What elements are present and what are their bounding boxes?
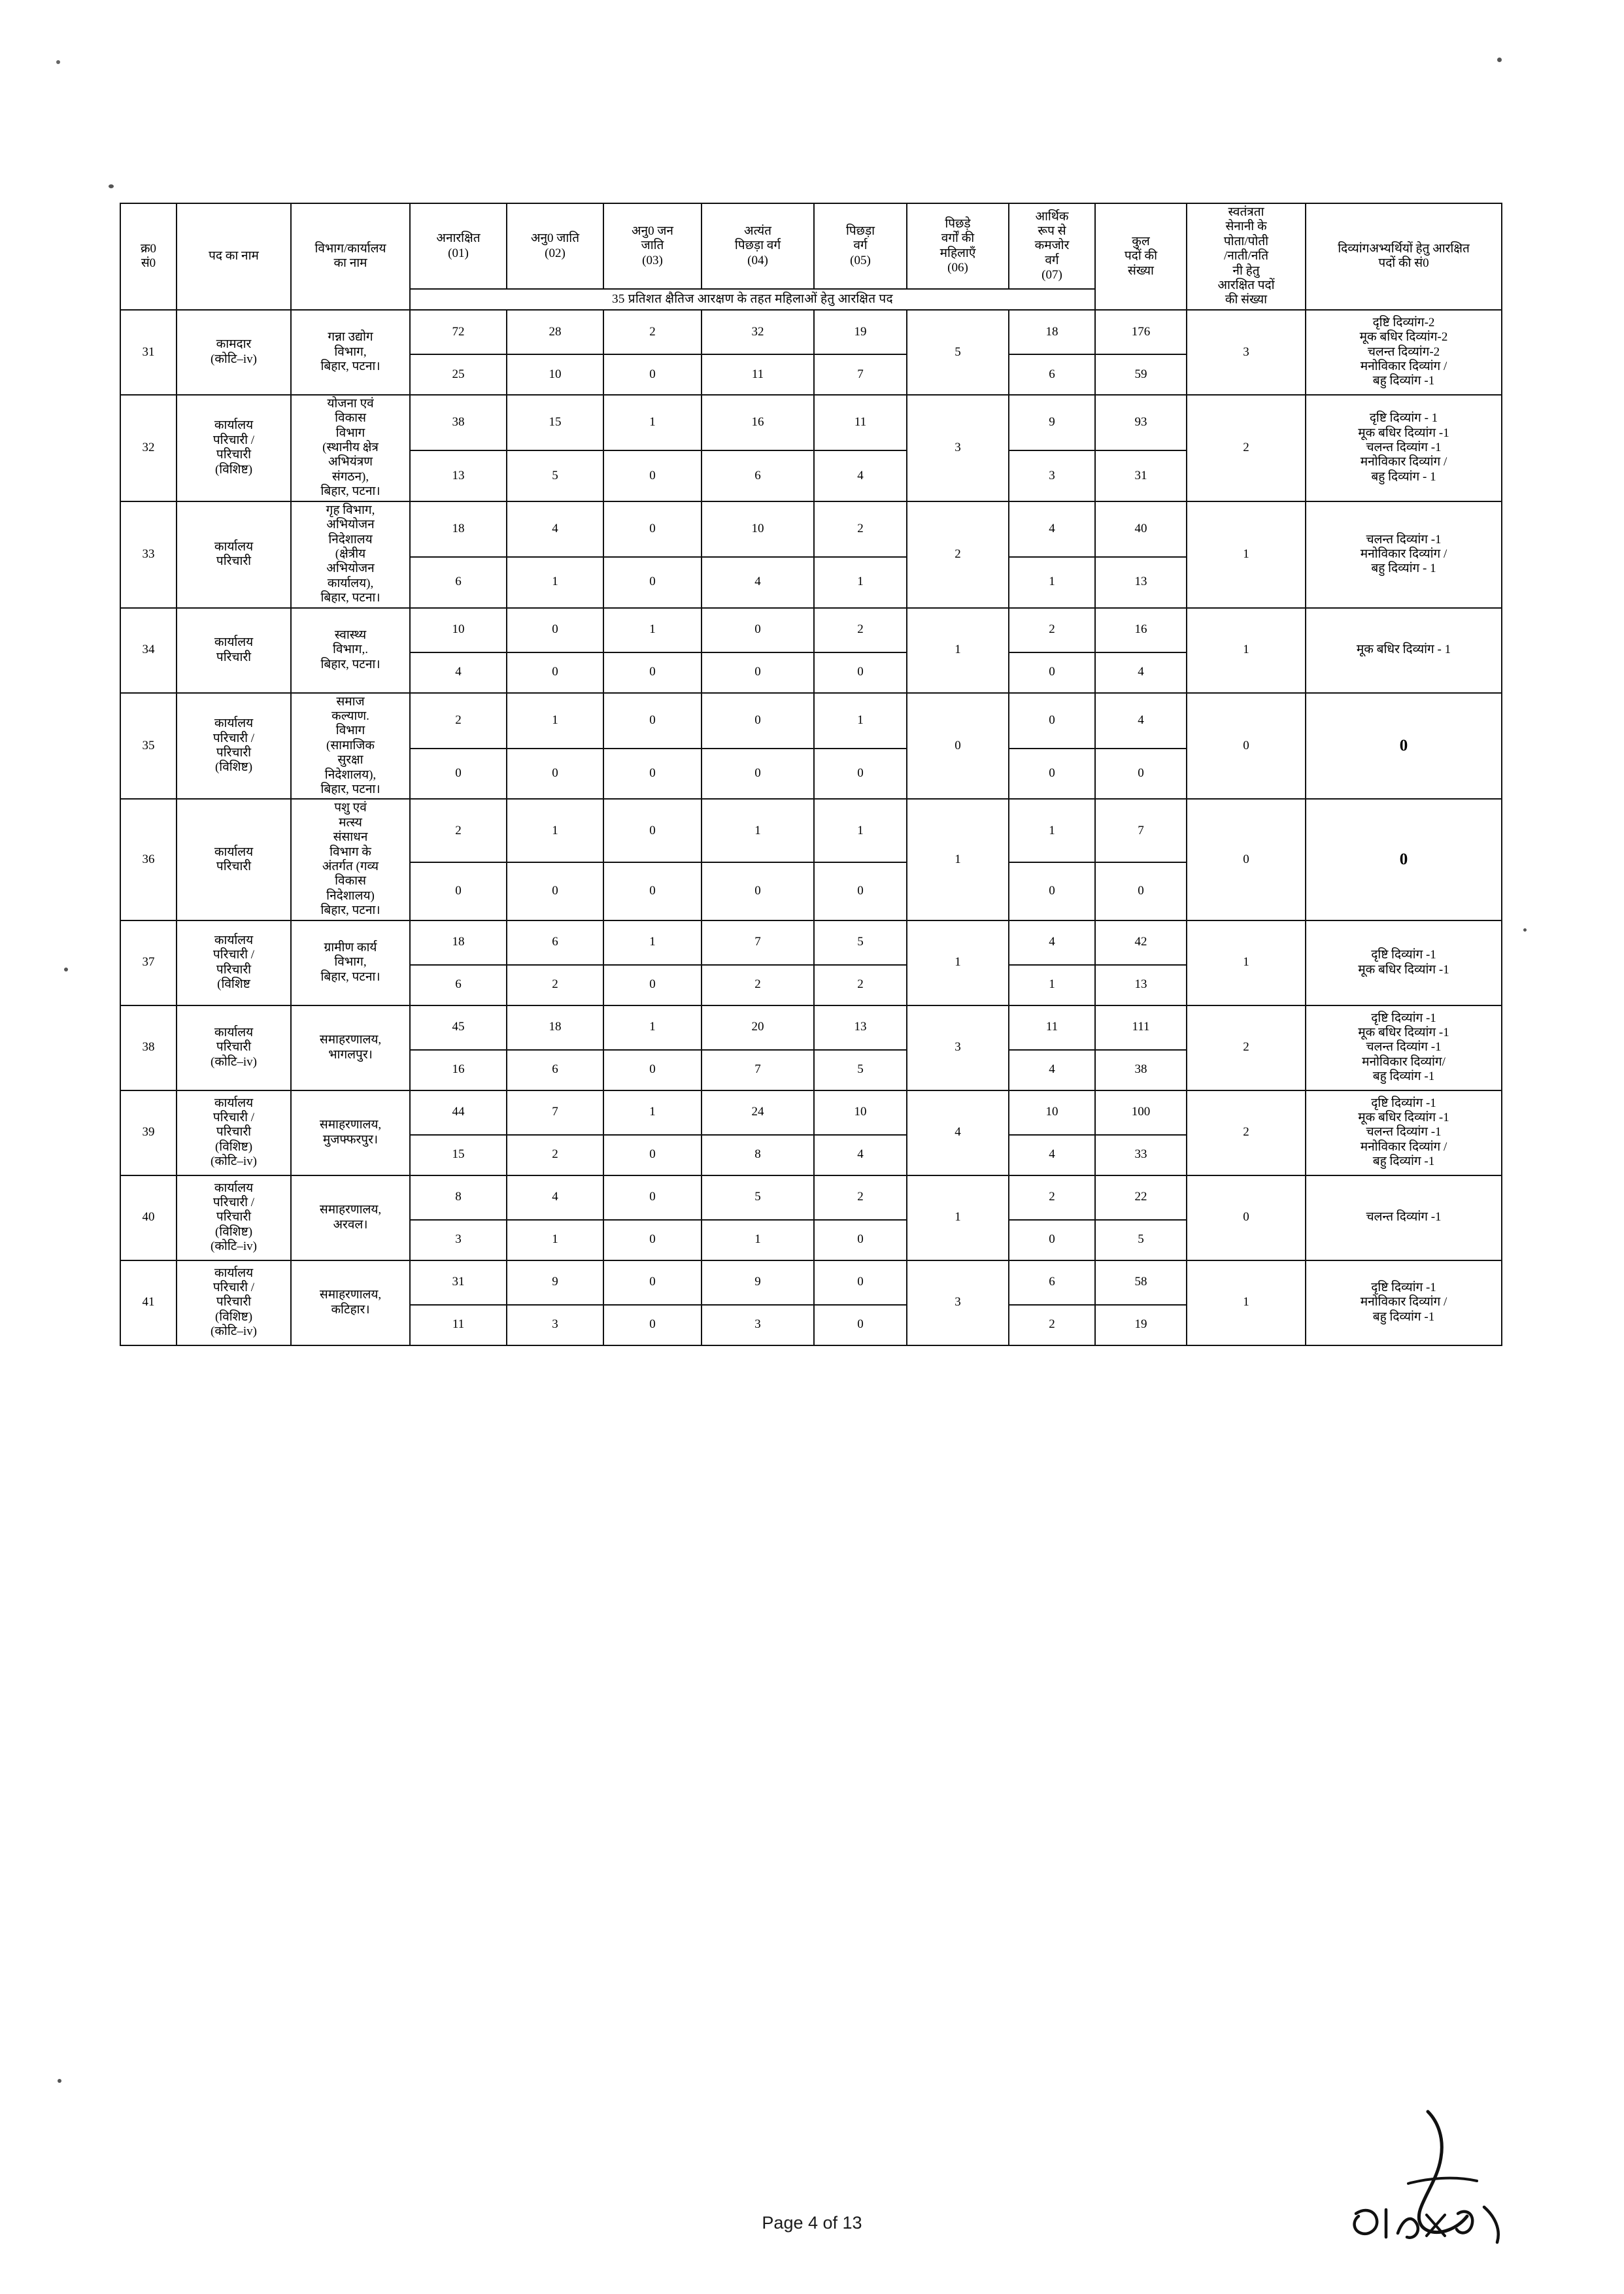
row-main-value-1: 2 (410, 693, 507, 749)
header-ebc: अत्यंत पिछड़ा वर्ग (04) (702, 203, 814, 289)
row-sub-value-5: 0 (814, 749, 907, 800)
row-main-value-3: 1 (603, 1005, 702, 1050)
row-sub-value-2: 5 (507, 450, 603, 501)
row-divyang: 0 (1306, 799, 1502, 920)
row-main-value-2: 28 (507, 310, 603, 354)
header-bc-women: पिछड़े वर्गों की महिलाएँ (06) (907, 203, 1009, 289)
row-sub-value-3: 0 (603, 1050, 702, 1090)
row-main-value-2: 18 (507, 1005, 603, 1050)
row-dept-name: योजना एवं विकास विभाग (स्थानीय क्षेत्र अभियंत्रण संगठन), बिहार, पटना। (291, 395, 410, 501)
row-ews-main: 4 (1009, 501, 1095, 557)
row-sub-value-4: 6 (702, 450, 814, 501)
row-sub-value-1: 4 (410, 652, 507, 693)
table-row (120, 1005, 1502, 1050)
row-divyang: मूक बधिर दिव्यांग - 1 (1306, 608, 1502, 693)
row-main-value-1: 72 (410, 310, 507, 354)
row-sub-value-1: 16 (410, 1050, 507, 1090)
header-freedom-fighter: स्वतंत्रता सेनानी के पोता/पोती /नाती/नति नी हेतु आरक्षित पदों की संख्या (1187, 203, 1306, 310)
row-sub-value-3: 0 (603, 1305, 702, 1345)
row-freedom-fighter: 0 (1187, 1175, 1306, 1260)
row-sub-value-3: 0 (603, 557, 702, 608)
header-sr-no: क्र0 सं0 (120, 203, 177, 310)
scan-speck (56, 60, 60, 64)
row-sub-value-1: 6 (410, 557, 507, 608)
scan-speck (109, 184, 114, 188)
header-sc: अनु0 जाति (02) (507, 203, 603, 289)
row-dept-name: स्वास्थ्य विभाग,. बिहार, पटना। (291, 608, 410, 693)
row-ews-main: 2 (1009, 1175, 1095, 1220)
row-main-value-5: 0 (814, 1260, 907, 1305)
row-main-value-1: 38 (410, 395, 507, 450)
row-ews-sub: 4 (1009, 1135, 1095, 1175)
row-post-name: कार्यालय परिचारी (177, 501, 291, 608)
scan-speck (1497, 58, 1502, 62)
table-row (120, 1175, 1502, 1220)
table-row (120, 501, 1502, 557)
row-freedom-fighter: 0 (1187, 799, 1306, 920)
row-post-name: कार्यालय परिचारी / परिचारी (विशिष्ट) (177, 693, 291, 800)
scan-speck (64, 968, 68, 971)
row-main-value-1: 18 (410, 501, 507, 557)
row-sub-value-1: 6 (410, 965, 507, 1005)
row-post-name: कार्यालय परिचारी / परिचारी (विशिष्ट) (कोटि–iv) (177, 1260, 291, 1345)
row-sr-no: 34 (120, 608, 177, 693)
row-sub-value-1: 3 (410, 1220, 507, 1260)
row-bc-women: 1 (907, 799, 1009, 920)
row-total-main: 22 (1095, 1175, 1187, 1220)
header-dept-name: विभाग/कार्यालय का नाम (291, 203, 410, 310)
row-sr-no: 38 (120, 1005, 177, 1090)
scan-speck (58, 2079, 61, 2083)
row-freedom-fighter: 2 (1187, 395, 1306, 501)
row-bc-women: 5 (907, 310, 1009, 395)
row-sub-value-4: 3 (702, 1305, 814, 1345)
row-ews-sub: 3 (1009, 450, 1095, 501)
row-freedom-fighter: 1 (1187, 608, 1306, 693)
row-dept-name: गृह विभाग, अभियोजन निदेशालय (क्षेत्रीय अभियोजन कार्यालय), बिहार, पटना। (291, 501, 410, 608)
row-ews-sub: 0 (1009, 652, 1095, 693)
row-total-sub: 0 (1095, 749, 1187, 800)
row-sub-value-2: 1 (507, 1220, 603, 1260)
row-ews-main: 9 (1009, 395, 1095, 450)
row-total-main: 4 (1095, 693, 1187, 749)
row-sub-value-2: 0 (507, 652, 603, 693)
row-ews-main: 11 (1009, 1005, 1095, 1050)
row-sub-value-2: 6 (507, 1050, 603, 1090)
table-row (120, 1090, 1502, 1135)
row-main-value-1: 45 (410, 1005, 507, 1050)
row-post-name: कामदार (कोटि–iv) (177, 310, 291, 395)
row-freedom-fighter: 2 (1187, 1005, 1306, 1090)
row-sub-value-4: 0 (702, 652, 814, 693)
row-bc-women: 3 (907, 1260, 1009, 1345)
row-main-value-4: 5 (702, 1175, 814, 1220)
row-sub-value-2: 0 (507, 749, 603, 800)
row-bc-women: 1 (907, 920, 1009, 1005)
row-sub-value-4: 4 (702, 557, 814, 608)
row-sub-value-4: 0 (702, 862, 814, 920)
row-sr-no: 31 (120, 310, 177, 395)
row-sub-value-4: 8 (702, 1135, 814, 1175)
row-sub-value-2: 3 (507, 1305, 603, 1345)
row-bc-women: 0 (907, 693, 1009, 800)
table-row (120, 693, 1502, 749)
row-sr-no: 41 (120, 1260, 177, 1345)
row-divyang: दृष्टि दिव्यांग -1 मूक बधिर दिव्यांग -1 (1306, 920, 1502, 1005)
row-total-sub: 4 (1095, 652, 1187, 693)
row-sub-value-4: 2 (702, 965, 814, 1005)
row-sub-value-4: 11 (702, 354, 814, 395)
row-dept-name: समाहरणालय, अरवल। (291, 1175, 410, 1260)
row-main-value-3: 1 (603, 920, 702, 965)
row-sub-value-4: 7 (702, 1050, 814, 1090)
row-main-value-2: 4 (507, 501, 603, 557)
row-bc-women: 3 (907, 1005, 1009, 1090)
row-ews-sub: 2 (1009, 1305, 1095, 1345)
row-main-value-2: 4 (507, 1175, 603, 1220)
row-ews-main: 1 (1009, 799, 1095, 862)
row-main-value-2: 1 (507, 799, 603, 862)
row-sub-value-5: 0 (814, 652, 907, 693)
row-total-sub: 59 (1095, 354, 1187, 395)
row-ews-sub: 6 (1009, 354, 1095, 395)
row-sub-value-1: 13 (410, 450, 507, 501)
row-total-sub: 13 (1095, 965, 1187, 1005)
row-total-main: 40 (1095, 501, 1187, 557)
row-post-name: कार्यालय परिचारी (कोटि–iv) (177, 1005, 291, 1090)
row-bc-women: 2 (907, 501, 1009, 608)
row-total-main: 176 (1095, 310, 1187, 354)
table-row (120, 608, 1502, 652)
row-sub-value-5: 0 (814, 1220, 907, 1260)
row-freedom-fighter: 0 (1187, 693, 1306, 800)
row-sub-value-2: 10 (507, 354, 603, 395)
row-ews-main: 2 (1009, 608, 1095, 652)
row-main-value-4: 7 (702, 920, 814, 965)
row-main-value-3: 0 (603, 1175, 702, 1220)
row-total-sub: 5 (1095, 1220, 1187, 1260)
row-sub-value-5: 0 (814, 1305, 907, 1345)
row-sub-value-2: 2 (507, 965, 603, 1005)
row-sub-value-1: 11 (410, 1305, 507, 1345)
row-main-value-2: 6 (507, 920, 603, 965)
table-row (120, 1260, 1502, 1305)
row-ews-main: 18 (1009, 310, 1095, 354)
row-sr-no: 33 (120, 501, 177, 608)
row-dept-name: समाज कल्याण. विभाग (सामाजिक सुरक्षा निदेशालय), बिहार, पटना। (291, 693, 410, 800)
header-st: अनु0 जन जाति (03) (603, 203, 702, 289)
header-ews: आर्थिक रूप से कमजोर वर्ग (07) (1009, 203, 1095, 289)
row-total-sub: 19 (1095, 1305, 1187, 1345)
row-sub-value-5: 7 (814, 354, 907, 395)
row-main-value-4: 1 (702, 799, 814, 862)
row-main-value-1: 44 (410, 1090, 507, 1135)
row-main-value-3: 0 (603, 1260, 702, 1305)
row-sr-no: 36 (120, 799, 177, 920)
row-bc-women: 4 (907, 1090, 1009, 1175)
header-bc: पिछड़ा वर्ग (05) (814, 203, 907, 289)
row-total-main: 16 (1095, 608, 1187, 652)
row-main-value-3: 1 (603, 608, 702, 652)
row-divyang: दृष्टि दिव्यांग-2 मूक बधिर दिव्यांग-2 चलन्त दिव्यांग-2 मनोविकार दिव्यांग / बहु दिव्यांग -1 (1306, 310, 1502, 395)
women-reservation-band-label: 35 प्रतिशत क्षैतिज आरक्षण के तहत महिलाओं हेतु आरक्षित पद (410, 289, 1095, 310)
row-divyang: चलन्त दिव्यांग -1 मनोविकार दिव्यांग / बहु दिव्यांग - 1 (1306, 501, 1502, 608)
row-main-value-3: 0 (603, 799, 702, 862)
vacancy-table (120, 203, 1502, 1346)
row-divyang: दृष्टि दिव्यांग -1 मूक बधिर दिव्यांग -1 चलन्त दिव्यांग -1 मनोविकार दिव्यांग/ बहु दिव्यांग -1 (1306, 1005, 1502, 1090)
row-divyang: दृष्टि दिव्यांग - 1 मूक बधिर दिव्यांग -1 चलन्त दिव्यांग -1 मनोविकार दिव्यांग / बहु दिव्यांग - 1 (1306, 395, 1502, 501)
row-main-value-3: 0 (603, 501, 702, 557)
row-ews-sub: 1 (1009, 557, 1095, 608)
row-ews-main: 10 (1009, 1090, 1095, 1135)
row-main-value-3: 2 (603, 310, 702, 354)
row-ews-sub: 0 (1009, 862, 1095, 920)
row-ews-main: 0 (1009, 693, 1095, 749)
table-row (120, 799, 1502, 862)
row-main-value-4: 0 (702, 693, 814, 749)
row-total-main: 42 (1095, 920, 1187, 965)
row-ews-sub: 0 (1009, 1220, 1095, 1260)
row-main-value-5: 2 (814, 608, 907, 652)
row-main-value-2: 15 (507, 395, 603, 450)
row-sr-no: 39 (120, 1090, 177, 1175)
row-sub-value-4: 0 (702, 749, 814, 800)
row-divyang: चलन्त दिव्यांग -1 (1306, 1175, 1502, 1260)
row-freedom-fighter: 1 (1187, 1260, 1306, 1345)
row-post-name: कार्यालय परिचारी (177, 608, 291, 693)
row-sr-no: 32 (120, 395, 177, 501)
row-bc-women: 1 (907, 608, 1009, 693)
row-sub-value-3: 0 (603, 1220, 702, 1260)
row-dept-name: ग्रामीण कार्य विभाग, बिहार, पटना। (291, 920, 410, 1005)
row-main-value-5: 11 (814, 395, 907, 450)
row-divyang: दृष्टि दिव्यांग -1 मनोविकार दिव्यांग / बहु दिव्यांग -1 (1306, 1260, 1502, 1345)
row-main-value-4: 20 (702, 1005, 814, 1050)
header-unreserved: अनारक्षित (01) (410, 203, 507, 289)
row-freedom-fighter: 1 (1187, 920, 1306, 1005)
row-main-value-5: 2 (814, 501, 907, 557)
row-sub-value-3: 0 (603, 749, 702, 800)
row-main-value-1: 18 (410, 920, 507, 965)
row-total-main: 7 (1095, 799, 1187, 862)
row-main-value-1: 2 (410, 799, 507, 862)
row-main-value-5: 13 (814, 1005, 907, 1050)
row-total-main: 111 (1095, 1005, 1187, 1050)
row-main-value-2: 1 (507, 693, 603, 749)
row-sub-value-3: 0 (603, 450, 702, 501)
table-row (120, 310, 1502, 354)
row-main-value-2: 7 (507, 1090, 603, 1135)
row-ews-sub: 0 (1009, 749, 1095, 800)
row-main-value-5: 1 (814, 693, 907, 749)
row-sub-value-3: 0 (603, 652, 702, 693)
header-total-posts: कुल पदों की संख्या (1095, 203, 1187, 310)
header-post-name: पद का नाम (177, 203, 291, 310)
row-divyang: दृष्टि दिव्यांग -1 मूक बधिर दिव्यांग -1 चलन्त दिव्यांग -1 मनोविकार दिव्यांग / बहु दिव्यांग -1 (1306, 1090, 1502, 1175)
row-sub-value-2: 0 (507, 862, 603, 920)
row-dept-name: पशु एवं मत्स्य संसाधन विभाग के अंतर्गत (गव्य विकास निदेशालय) बिहार, पटना। (291, 799, 410, 920)
row-total-sub: 33 (1095, 1135, 1187, 1175)
row-total-sub: 31 (1095, 450, 1187, 501)
row-freedom-fighter: 2 (1187, 1090, 1306, 1175)
row-main-value-5: 5 (814, 920, 907, 965)
row-main-value-1: 8 (410, 1175, 507, 1220)
row-total-sub: 38 (1095, 1050, 1187, 1090)
handwritten-signature (1330, 2085, 1539, 2269)
row-post-name: कार्यालय परिचारी / परिचारी (विशिष्ट (177, 920, 291, 1005)
row-ews-sub: 1 (1009, 965, 1095, 1005)
row-total-main: 100 (1095, 1090, 1187, 1135)
row-main-value-3: 1 (603, 1090, 702, 1135)
row-main-value-4: 9 (702, 1260, 814, 1305)
table-row (120, 395, 1502, 450)
row-post-name: कार्यालय परिचारी / परिचारी (विशिष्ट) (177, 395, 291, 501)
row-dept-name: समाहरणालय, मुजफ्फरपुर। (291, 1090, 410, 1175)
row-main-value-1: 10 (410, 608, 507, 652)
row-main-value-4: 0 (702, 608, 814, 652)
row-main-value-1: 31 (410, 1260, 507, 1305)
row-freedom-fighter: 3 (1187, 310, 1306, 395)
row-sub-value-5: 5 (814, 1050, 907, 1090)
row-main-value-5: 19 (814, 310, 907, 354)
row-sub-value-1: 0 (410, 749, 507, 800)
row-post-name: कार्यालय परिचारी (177, 799, 291, 920)
row-sr-no: 35 (120, 693, 177, 800)
row-sub-value-1: 15 (410, 1135, 507, 1175)
row-main-value-3: 0 (603, 693, 702, 749)
row-sr-no: 40 (120, 1175, 177, 1260)
row-main-value-4: 16 (702, 395, 814, 450)
row-sub-value-5: 4 (814, 450, 907, 501)
row-sub-value-2: 2 (507, 1135, 603, 1175)
row-dept-name: समाहरणालय, कटिहार। (291, 1260, 410, 1345)
row-bc-women: 3 (907, 395, 1009, 501)
row-total-sub: 13 (1095, 557, 1187, 608)
row-sr-no: 37 (120, 920, 177, 1005)
row-bc-women: 1 (907, 1175, 1009, 1260)
page-footer: Page 4 of 13 (762, 2213, 862, 2233)
row-main-value-4: 32 (702, 310, 814, 354)
row-main-value-4: 24 (702, 1090, 814, 1135)
row-sub-value-2: 1 (507, 557, 603, 608)
row-main-value-2: 0 (507, 608, 603, 652)
row-main-value-3: 1 (603, 395, 702, 450)
row-sub-value-4: 1 (702, 1220, 814, 1260)
row-sub-value-3: 0 (603, 1135, 702, 1175)
row-total-main: 93 (1095, 395, 1187, 450)
row-post-name: कार्यालय परिचारी / परिचारी (विशिष्ट) (कोटि–iv) (177, 1175, 291, 1260)
row-ews-sub: 4 (1009, 1050, 1095, 1090)
row-sub-value-5: 0 (814, 862, 907, 920)
row-sub-value-5: 4 (814, 1135, 907, 1175)
row-ews-main: 6 (1009, 1260, 1095, 1305)
row-dept-name: गन्ना उद्योग विभाग, बिहार, पटना। (291, 310, 410, 395)
row-dept-name: समाहरणालय, भागलपुर। (291, 1005, 410, 1090)
row-sub-value-1: 25 (410, 354, 507, 395)
row-total-main: 58 (1095, 1260, 1187, 1305)
scan-speck (1523, 928, 1527, 932)
row-freedom-fighter: 1 (1187, 501, 1306, 608)
row-main-value-2: 9 (507, 1260, 603, 1305)
row-main-value-5: 10 (814, 1090, 907, 1135)
header-divyang: दिव्यांगअभ्यर्थियों हेतु आरक्षित पदों की सं0 (1306, 203, 1502, 310)
row-main-value-5: 1 (814, 799, 907, 862)
row-sub-value-3: 0 (603, 862, 702, 920)
row-main-value-4: 10 (702, 501, 814, 557)
table-row (120, 920, 1502, 965)
row-sub-value-1: 0 (410, 862, 507, 920)
row-sub-value-3: 0 (603, 965, 702, 1005)
row-ews-main: 4 (1009, 920, 1095, 965)
row-sub-value-5: 2 (814, 965, 907, 1005)
row-main-value-5: 2 (814, 1175, 907, 1220)
row-total-sub: 0 (1095, 862, 1187, 920)
row-divyang: 0 (1306, 693, 1502, 800)
row-post-name: कार्यालय परिचारी / परिचारी (विशिष्ट) (कोटि–iv) (177, 1090, 291, 1175)
row-sub-value-3: 0 (603, 354, 702, 395)
row-sub-value-5: 1 (814, 557, 907, 608)
